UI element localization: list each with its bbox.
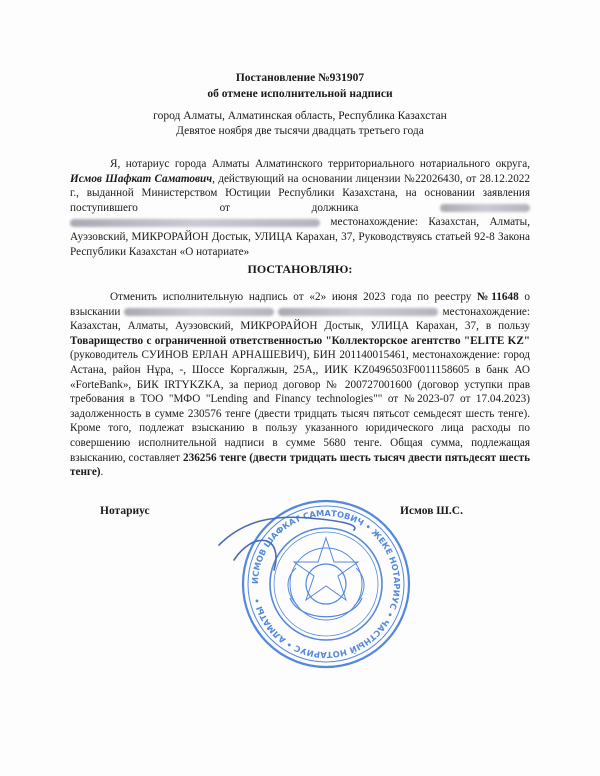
- redacted-debtor-details: [70, 219, 320, 227]
- intro-paragraph: [70, 157, 530, 259]
- document-place: город Алматы, Алматинская область, Республика Казахстан: [153, 110, 447, 122]
- decision-text-2: о взыскании: [70, 291, 531, 318]
- decision-text-4: (руководитель СУИНОВ ЕРЛАН АРНАШЕВИЧ), БИН 201140015461, местонахождение: город Астана, район Нұра, -, Шоссе Коргалжын, 25А,, ИИК KZ0496503F0011158605 в банк АО «ForteBank», БИК IRTYKZKA, за период договор № 200727001600 (договор уступки прав требования в ТОО "МФО "Lending and Financy technologies"" от №2023-07 от 17.04.2023) задолженность в сумме 230576 тенге (двести тридцать тысяч пятьсот семьдесят шесть тенге). Кроме того, подлежат взысканию в пользу указанного юридического лица расходы по совершению исполнительной надписи в сумме 5680 тенге. Общая сумма, подлежащая взысканию, составляет: [70, 349, 530, 464]
- document-title: Постановление №931907: [235, 72, 365, 84]
- stamp-ring-text: ИСМОВ ШАФКАТ САМАТОВИЧ • ЖЕКЕ НОТАРИУС • ЧАСТНЫЙ НОТАРИУС • АЛМАТЫ •: [249, 507, 403, 661]
- signature-notary-name: Исмов Ш.С.: [400, 505, 463, 517]
- redacted-debtor-name: [440, 204, 530, 212]
- intro-text-1: Я, нотариус города Алматы Алматинского территориального нотариального округа,: [110, 158, 530, 170]
- decision-text-5: .: [100, 466, 104, 479]
- creditor-name: Товарищество с ограниченной ответственностью "Коллекторское агентство "ELITE KZ": [70, 334, 530, 347]
- decision-paragraph: [70, 290, 530, 480]
- redacted-debtor-details-2: [278, 308, 438, 316]
- total-amount: 236256 тенге (двести тридцать шесть тысяч двести пятьдесят шесть тенге): [70, 451, 530, 479]
- decision-text-1: Отменить исполнительную надпись от «2» июня 2023 года по реестру: [110, 291, 478, 303]
- document-date: Девятое ноября две тысячи двадцать третьего года: [176, 125, 424, 137]
- decision-heading: ПОСТАНОВЛЯЮ:: [247, 262, 353, 276]
- signature-label-notary: Нотариус: [100, 505, 150, 517]
- intro-text-2: , действующий на основании лицензии №22026430, от 28.12.2022 г., выданной Министерством Юстиции Республики Казахстана, на основании заявления поступившего от должника: [70, 172, 530, 214]
- notary-stamp: [240, 498, 412, 670]
- notary-name: Исмов Шафкат Саматович: [70, 172, 213, 185]
- decision-text-3: местонахождение: Казахстан, Алматы, Ауэзовский, МИКРОРАЙОН Достык, УЛИЦА Карахан, 37, в пользу: [70, 305, 530, 333]
- svg-text:ИСМОВ ШАФКАТ САМАТОВИЧ • ЖЕКЕ: [250, 508, 402, 660]
- intro-text-3: местонахождение: Казахстан, Алматы, Ауэзовский, МИКРОРАЙОН Достык, УЛИЦА Карахан, 37, Руководствуясь статьей 92-8 Закона Республики Казахстан «О нотариате»: [70, 216, 530, 258]
- redacted-debtor-name-2: [124, 308, 274, 316]
- registry-number: №11648: [477, 291, 519, 303]
- document-subtitle: об отмене исполнительной надписи: [207, 88, 393, 100]
